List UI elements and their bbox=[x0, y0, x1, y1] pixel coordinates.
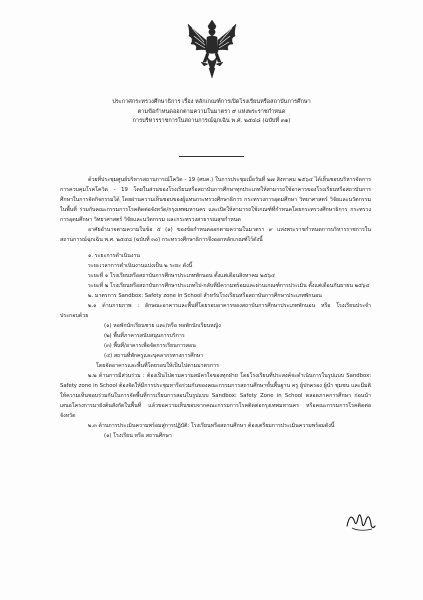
section-2-1-item: (๓) พื้นที่/อาคารเพื่อจัดการเรียนการสอน bbox=[104, 343, 196, 349]
paragraph-authority: อาศัยอำนาจตามความในข้อ ๕ (๑) ของข้อกำหนดออกตามความในมาตรา ๙ แห่งพระราชกำหนดการบริหารราชการในสถานการณ์ฉุกเฉิน พ.ศ. ๒๕๔๘ (ฉบับที่ ๓๐) กระทรวงศึกษาธิการจึงออกหลักเกณฑ์ไว้ดังนี้ bbox=[60, 227, 371, 243]
document-title bbox=[0, 98, 423, 127]
section-2-1-item: (๔) สถานที่พักครูและบุคลากรทางการศึกษา bbox=[104, 353, 204, 359]
section-2-1-item: (๑) หอพักนักเรียนชาย และ/หรือ หอพักนักเรียนหญิง bbox=[104, 323, 221, 329]
title-line: ประกาศกระทรวงศึกษาธิการ เรื่อง หลักเกณฑ์การเปิดโรงเรียนหรือสถาบันการศึกษา bbox=[112, 99, 311, 105]
section-2-heading: ๒. มาตรการ Sandbox: Safety zone in School สำหรับโรงเรียนหรือสถาบันการศึกษาประเภทพักนอน bbox=[88, 293, 322, 299]
section-2-3-item: (๑) โรงเรียน หรือ สถานศึกษา bbox=[104, 433, 172, 439]
section-1-intro: ระยะเวลาการดำเนินงานแบ่งเป็น ๒ ระยะ ดังนี้ bbox=[88, 263, 193, 269]
section-2-2: ๒.๒ ด้านการมีส่วนร่วม : ต้องเป็นไปตามความสมัครใจของทุกฝ่าย โดยโรงเรียนที่ประสงค์จะดำเนินการในรูปแบบ Sandbox: Safety zone in School ต้องจัดให้มีการประชุมหารือร่วมกันของคณะกรรมการสถานศึกษาขั้นพื้นฐาน ครู ผู้ปกครอง ผู้นำ ชุมชน และมีมติให้ความเห็นชอบร่วมกันในการจัดพื้นที่การเรียนการสอนในรูปแบบ Sandbox: Safety Zone in School ตลอดภาคการศึกษา ก่อนนำเสนอโครงการมายังต้นสังกัดในพื้นที่ แล้วขอความเห็นชอบจากคณะกรรมการโรคติดต่อกรุงเทพมหานคร หรือคณะกรรมการโรคติดต่อจังหวัด bbox=[60, 373, 371, 419]
section-2-1: ๒.๑ ด้านกายภาพ : ลักษณะอาคารและพื้นที่โดยรอบอาคารของสถาบันการศึกษาประเภทพักนอน หรือ โรงเรียนประจำ ประกอบด้วย bbox=[60, 303, 371, 319]
section-1-item: ระยะที่ ๑ โรงเรียนหรือสถาบันการศึกษาประเภทพักนอน ตั้งแต่เดือนสิงหาคม ๒๕๖๔ bbox=[88, 273, 275, 279]
title-line: การบริหารราชการในสถานการณ์ฉุกเฉิน พ.ศ. ๒๕๔๘ (ฉบับที่ ๓๑) bbox=[132, 118, 291, 124]
section-1-item: ระยะที่ ๒ โรงเรียนหรือสถาบันการศึกษาประเภทไป-กลับที่มีความพร้อมและผ่านเกณฑ์การประเมิน ตั้งแต่เดือนกันยายน ๒๕๖๔ bbox=[88, 283, 370, 289]
document-body bbox=[60, 175, 371, 441]
garuda-emblem-icon bbox=[186, 18, 238, 80]
section-2-1-item: (๒) พื้นที่ภาคารสนับสนุนการบริการ bbox=[104, 333, 185, 339]
section-2-3: ๒.๓ ด้านการประเมินความพร้อมสู่การปฏิบัติ: โรงเรียนหรือสถานศึกษา ต้องเตรียมการประเมินความพร้อมดังนี้ bbox=[88, 423, 335, 429]
paragraph-intro: ด้วยที่ประชุมศูนย์บริหารสถานการณ์โควิด - 19 (ศบค.) ในการประชุมเมื่อวันที่ ๒๗ สิงหาคม ๒๕๖๔ ได้เห็นชอบบริหารจัดการการควบคุมโรคโควิด - 19 โดยในส่วนของโรงเรียนหรือสถาบันการศึกษาทุกประเภทให้สามารถใช้อาคารของโรงเรียนหรือสถาบันการศึกษาในการจัดกิจกรรมได้ โดยผ่านความเห็นชอบของผู้แทนกระทรวงศึกษาธิการ กระทรวงการอุดมศึกษา วิทยาศาสตร์ วิจัยและนวัตกรรมในพื้นที่ ร่วมกับคณะกรรมการโรคติดต่อจังหวัด/กรุงเทพมหานคร และเปิดให้สามารถใช้เกณฑ์ที่กำหนดโดยกระทรวงศึกษาธิการ กระทรวงการอุดมศึกษา วิทยาศาสตร์ วิจัยและนวัตกรรม และกระทรวงสาธารณสุขกำหนด bbox=[60, 177, 371, 223]
title-line: ตามข้อกำหนดออกตามความในมาตรา ๙ แห่งพระราชกำหนด bbox=[137, 108, 286, 115]
section-2-1-note: โดยจัดอาคารและพื้นที่โดยรอบให้เป็นไปตามมาตรการ bbox=[96, 363, 219, 369]
signature-icon bbox=[344, 508, 378, 534]
section-1-heading: ๑. ระยะการดำเนินงาน bbox=[88, 253, 141, 259]
title-divider bbox=[179, 156, 244, 157]
